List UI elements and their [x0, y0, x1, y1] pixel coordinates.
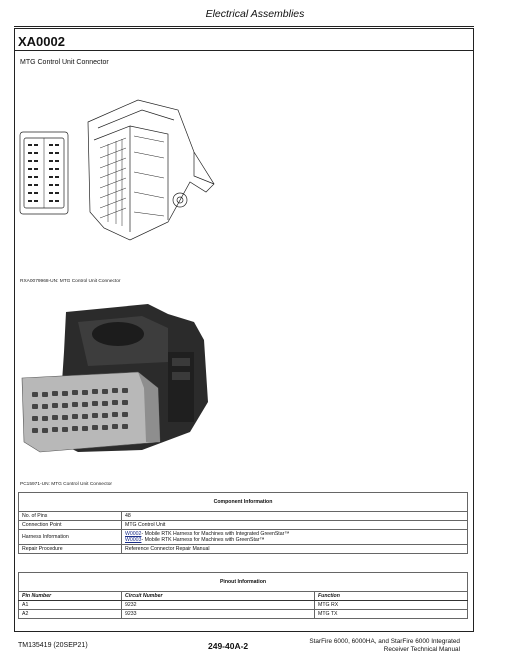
- component-info-table: [18, 492, 468, 554]
- table-row: [19, 521, 468, 530]
- footer-doc-id: TM135419 (20SEP21): [18, 642, 88, 649]
- figure-caption-1: RXA0079968-UN: MTG Control Unit Connector: [20, 279, 121, 284]
- pinout-info-table: [18, 572, 468, 619]
- pin-number: A1: [19, 601, 122, 610]
- row-value: 48: [122, 512, 468, 521]
- column-header: Function: [315, 592, 468, 601]
- harness-link-w0003[interactable]: W0003: [125, 537, 142, 543]
- header-rule: [14, 26, 474, 27]
- pinout-table-title: Pinout Information: [19, 573, 468, 592]
- table-row: [19, 610, 468, 619]
- table-row: [19, 601, 468, 610]
- section-subtitle: MTG Control Unit Connector: [20, 59, 109, 66]
- pin-function: MTG TX: [315, 610, 468, 619]
- component-table-title: Component Information: [19, 493, 468, 512]
- section-title: XA0002: [18, 34, 65, 49]
- footer-manual-title: [300, 638, 460, 654]
- pin-function: MTG RX: [315, 601, 468, 610]
- row-label: Connection Point: [19, 521, 122, 530]
- harness-link-w0002[interactable]: W0002: [125, 531, 142, 537]
- row-value: MTG Control Unit: [122, 521, 468, 530]
- row-value: Reference Connector Repair Manual: [122, 545, 468, 554]
- row-label: Repair Procedure: [19, 545, 122, 554]
- table-row: [19, 530, 468, 545]
- figure-caption-2: PC15971-UN: MTG Control Unit Connector: [20, 482, 112, 487]
- row-label: No. of Pins: [19, 512, 122, 521]
- table-row: [19, 512, 468, 521]
- harness-link-description: - Mobile RTK Harness for Machines with GreenStar™: [141, 537, 265, 543]
- harness-links-cell: [122, 530, 468, 545]
- circuit-number: 9233: [122, 610, 315, 619]
- section-title-rule: [14, 50, 474, 51]
- connector-photo: [18, 292, 218, 472]
- page-header-title: Electrical Assemblies: [205, 8, 305, 20]
- column-header: Circuit Number: [122, 592, 315, 601]
- footer-manual-title-line1: StarFire 6000, 6000HA, and StarFire 6000 Integrated: [309, 638, 460, 645]
- pin-number: A2: [19, 610, 122, 619]
- harness-link-description: - Mobile RTK Harness for Machines with Integrated GreenStar™: [141, 531, 290, 537]
- column-header: Pin Number: [19, 592, 122, 601]
- footer-manual-title-line2: Receiver Technical Manual: [383, 646, 460, 653]
- row-label: Harness Information: [19, 530, 122, 545]
- connector-line-drawing: [18, 92, 218, 242]
- footer-page-number: 249-40A-2: [208, 641, 249, 651]
- table-row: [19, 545, 468, 554]
- circuit-number: 9232: [122, 601, 315, 610]
